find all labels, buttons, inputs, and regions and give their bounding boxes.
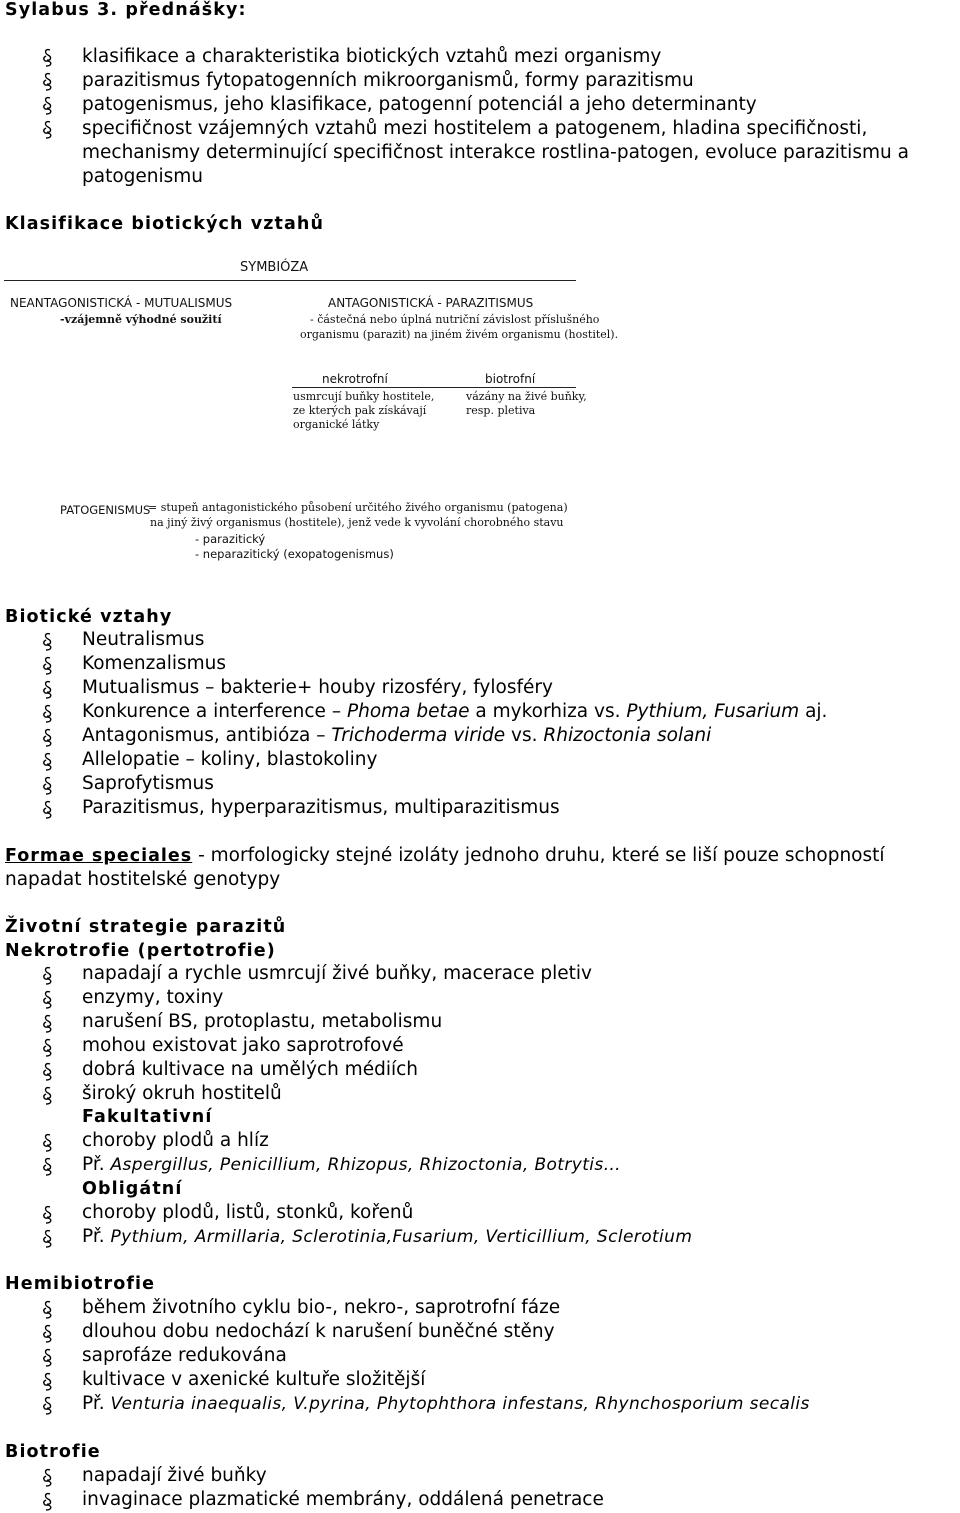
nek-line2: ze kterých pak získávají [293, 404, 427, 417]
nekro-item: široký okruh hostitelů [82, 1083, 282, 1104]
diagram-divider [4, 280, 576, 281]
hemi-item: dlouhou dobu nedochází k narušení buněčné stěny [82, 1321, 555, 1342]
bullet-icon [41, 776, 55, 796]
bullet-icon [41, 1014, 55, 1034]
bullet-icon [41, 680, 55, 700]
classification-heading: Klasifikace biotických vztahů [5, 214, 325, 234]
bullet-icon [41, 728, 55, 748]
biotrofni-label: biotrofní [485, 372, 536, 386]
bullet-icon [41, 1492, 55, 1512]
biotic-item: Komenzalismus [82, 653, 227, 674]
syllabus-item: parazitismus fytopatogenních mikroorganismů, formy parazitismu [82, 70, 694, 91]
konk-text: Konkurence a interference – [82, 701, 347, 722]
ant-species: Rhizoctonia solani [543, 725, 712, 746]
patogenismus-label: PATOGENISMUS [60, 503, 151, 517]
page-title: Sylabus 3. přednášky: [5, 0, 247, 20]
bullet-icon [41, 800, 55, 820]
ant-title: ANTAGONISTICKÁ - PARAZITISMUS [328, 296, 534, 310]
formae-paragraph [5, 845, 885, 866]
nekrotrofni-label: nekrotrofní [322, 372, 388, 386]
hemibiotrofie-heading: Hemibiotrofie [5, 1274, 156, 1294]
species-list: Aspergillus, Penicillium, Rhizopus, Rhizoctonia, Botrytis… [110, 1155, 622, 1175]
neant-sub: -vzájemně výhodné soužití [60, 313, 222, 326]
konk-text: a mykorhiza vs. [469, 701, 627, 722]
ant-text: Antagonismus, antibióza – [82, 725, 332, 746]
patogenismus-def1: = stupeň antagonistického působení určitého živého organismu (patogena) [148, 501, 568, 514]
biotic-item [82, 725, 711, 746]
formae-label: Formae speciales [5, 846, 193, 866]
syllabus-item: patogenismus, jeho klasifikace, patogenní potenciál a jeho determinanty [82, 94, 757, 115]
fakultativni-heading: Fakultativní [82, 1107, 213, 1127]
syllabus-item: klasifikace a charakteristika biotických vztahů mezi organismy [82, 46, 662, 67]
ant-species: Trichoderma viride [331, 725, 506, 746]
hemi-item: kultivace v axenické kultuře složitější [82, 1369, 426, 1390]
diagram-divider [292, 387, 576, 388]
hemi-item: saprofáze redukována [82, 1345, 287, 1366]
biotic-item: Allelopatie – koliny, blastokoliny [82, 749, 378, 770]
biotic-item: Parazitismus, hyperparazitismus, multiparazitismus [82, 797, 560, 818]
bullet-icon [41, 704, 55, 724]
nekrotrofie-heading: Nekrotrofie (pertotrofie) [5, 941, 276, 961]
obl-example [82, 1226, 692, 1247]
bullet-icon [41, 96, 55, 116]
parazit-label: - parazitický [195, 532, 266, 546]
nekro-item: mohou existovat jako saprotrofové [82, 1035, 404, 1056]
syllabus-item: specifičnost vzájemných vztahů mezi hostitelem a patogenem, hladina specifičnosti, [82, 118, 868, 139]
symbioza-label: SYMBIÓZA [240, 260, 309, 275]
konk-text: aj. [799, 701, 828, 722]
syllabus-item: patogenismu [82, 166, 204, 187]
pr-label: Př. [82, 1393, 111, 1414]
hemi-example [82, 1393, 810, 1414]
hemi-item: během životního cyklu bio-, nekro-, saprotrofní fáze [82, 1297, 561, 1318]
nek-line3: organické látky [293, 418, 380, 431]
nekro-item: napadají a rychle usmrcují živé buňky, macerace pletiv [82, 963, 593, 984]
obligatni-heading: Obligátní [82, 1179, 183, 1199]
fak-example [82, 1154, 621, 1175]
bullet-icon [41, 656, 55, 676]
bullet-icon [41, 1086, 55, 1106]
bullet-icon [41, 48, 55, 68]
biotic-item: Mutualismus – bakterie+ houby rizosféry, fylosféry [82, 677, 553, 698]
bio-line1: vázány na živé buňky, [466, 390, 587, 403]
bullet-icon [41, 120, 55, 140]
bullet-icon [41, 1468, 55, 1488]
konk-species: Pythium, Fusarium [626, 701, 800, 722]
bullet-icon [41, 632, 55, 652]
nekro-item: enzymy, toxiny [82, 987, 224, 1008]
neant-title: NEANTAGONISTICKÁ - MUTUALISMUS [10, 296, 233, 310]
bio-line2: resp. pletiva [466, 404, 536, 417]
konk-species: Phoma betae [346, 701, 470, 722]
biotic-item: Neutralismus [82, 629, 205, 650]
bio-item: invaginace plazmatické membrány, oddálená penetrace [82, 1489, 604, 1510]
bullet-icon [41, 1300, 55, 1320]
species-list: Venturia inaequalis, V.pyrina, Phytophthora infestans, Rhynchosporium secalis [110, 1394, 810, 1414]
nekro-item: dobrá kultivace na umělých médiích [82, 1059, 419, 1080]
ant-line2: organismu (parazit) na jiném živém organismu (hostitel). [300, 328, 619, 341]
bullet-icon [41, 1324, 55, 1344]
bullet-icon [41, 752, 55, 772]
bullet-icon [41, 1133, 55, 1153]
bullet-icon [41, 1157, 55, 1177]
biotrofie-heading: Biotrofie [5, 1442, 101, 1462]
bullet-icon [41, 966, 55, 986]
bullet-icon [41, 1205, 55, 1225]
bullet-icon [41, 1396, 55, 1416]
patogenismus-def2: na jiný živý organismus (hostitele), jenž vede k vyvolání chorobného stavu [150, 516, 564, 529]
bullet-icon [41, 1038, 55, 1058]
nekro-item: narušení BS, protoplastu, metabolismu [82, 1011, 443, 1032]
neparazit-label: - neparazitický (exopatogenismus) [195, 547, 394, 561]
biotic-item [82, 701, 827, 722]
ant-line1: - částečná nebo úplná nutriční závislost příslušného [310, 313, 600, 326]
formae-text: - morfologicky stejné izoláty jednoho druhu, které se liší pouze schopností [192, 845, 885, 866]
obl-item: choroby plodů, listů, stonků, kořenů [82, 1202, 414, 1223]
bullet-icon [41, 1229, 55, 1249]
bio-item: napadají živé buňky [82, 1465, 267, 1486]
nek-line1: usmrcují buňky hostitele, [293, 390, 435, 403]
syllabus-item: mechanismy determinující specifičnost interakce rostlina-patogen, evoluce parazitismu a [82, 142, 909, 163]
bullet-icon [41, 1062, 55, 1082]
biotic-heading: Biotické vztahy [5, 607, 173, 627]
ant-text: vs. [505, 725, 544, 746]
strategies-heading: Životní strategie parazitů [5, 917, 287, 937]
pr-label: Př. [82, 1226, 111, 1247]
biotic-item: Saprofytismus [82, 773, 214, 794]
fak-item: choroby plodů a hlíz [82, 1130, 269, 1151]
bullet-icon [41, 72, 55, 92]
bullet-icon [41, 1348, 55, 1368]
pr-label: Př. [82, 1154, 111, 1175]
bullet-icon [41, 1372, 55, 1392]
species-list: Pythium, Armillaria, Sclerotinia,Fusarium, Verticillium, Sclerotium [110, 1227, 693, 1247]
formae-text: napadat hostitelské genotypy [5, 869, 281, 890]
bullet-icon [41, 990, 55, 1010]
